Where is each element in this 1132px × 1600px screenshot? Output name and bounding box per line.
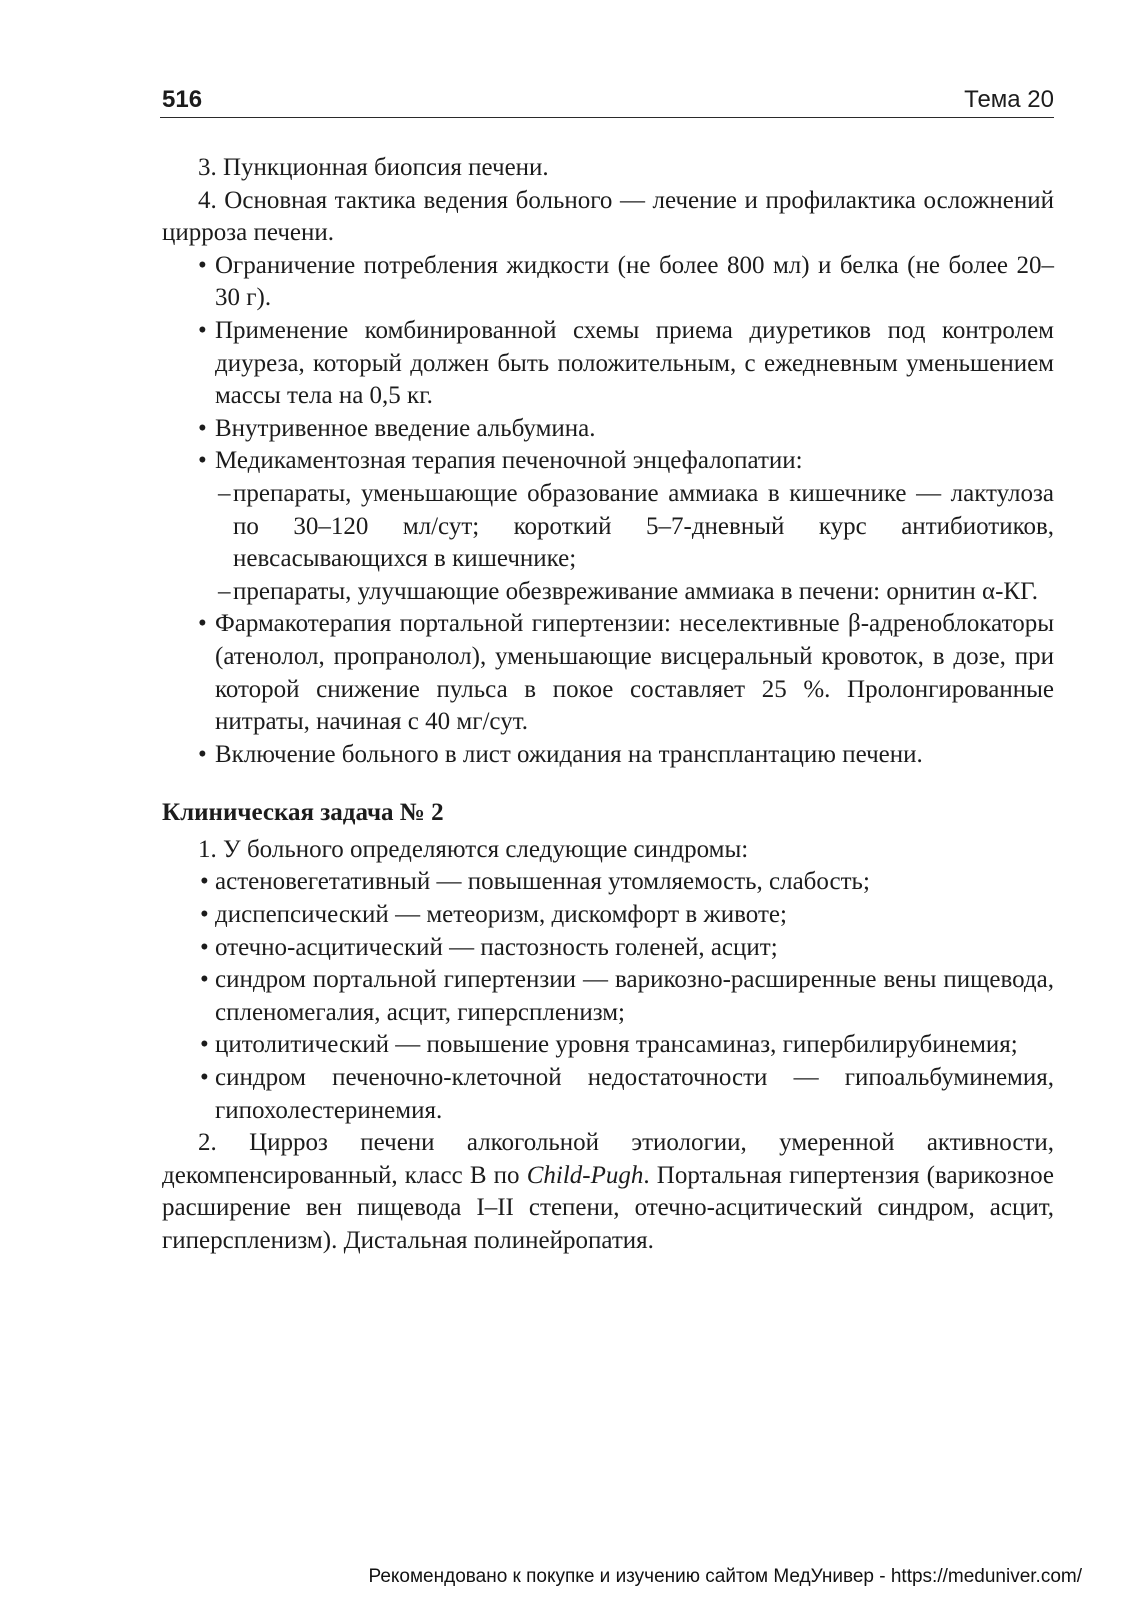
task-item-2-text: 2. Цирроз печени алкогольной этиологии, умеренной активности, декомпенсированный, класс В по [162,1129,1054,1189]
syndrome-item [162,866,1054,899]
dash-text: препараты, улучшающие обезвреживание аммиака в печени: орнитин α-КГ. [233,577,1038,605]
bullet-marker: • [198,251,207,279]
child-pugh-term: Child-Pugh [526,1161,644,1189]
bullet-marker: • [198,316,207,344]
syndrome-text: синдром портальной гипертензии — варикозно-расширенные вены пищевода, спленомегалия, асцит, гиперспленизм; [215,966,1054,1026]
syndrome-item [162,899,1054,932]
list-item-4: 4. Основная тактика ведения больного — лечение и профилактика осложнений цирроза печени. [162,186,1054,247]
dash-marker: – [218,479,231,507]
bullet-marker: • [200,966,209,994]
bullet-text: Ограничение потребления жидкости (не более 800 мл) и белка (не более 20–30 г). [215,251,1054,312]
page-body [162,152,1054,1258]
syndrome-text: цитолитический — повышение уровня трансаминаз, гипербилирубинемия; [215,1031,1018,1059]
bullet-text: Внутривенное введение альбумина. [215,414,596,442]
bullet-text: Медикаментозная терапия печеночной энцефалопатии: [215,447,803,475]
dash-item [162,478,1054,576]
bullet-item [162,315,1054,413]
syndrome-item [162,964,1054,1029]
dash-marker: – [218,577,231,605]
bullet-marker: • [200,868,209,896]
bullet-item [162,445,1054,478]
header-rule [160,117,1054,118]
bullet-item [162,250,1054,315]
bullet-text: Фармакотерапия портальной гипертензии: неселективные β-адреноблокаторы (атенолол, пропранолол), уменьшающие висцеральный кровоток, в дозе, при которой снижение пульса в покое составляет 25 %. Пролонгированные нитраты, начиная с 40 мг/сут. [215,610,1054,736]
list-item-3: 3. Пункционная биопсия печени. [198,154,549,181]
page-number: 516 [162,86,203,113]
task-item-2-text-end: . Портальная гипертензия (варикозное расширение вен пищевода I–II степени, отечно-асцитический синдром, асцит, гиперспленизм). Дистальная полинейропатия. [162,1161,1054,1254]
bullet-marker: • [198,740,207,768]
bullet-item [162,413,1054,446]
syndrome-item [162,932,1054,965]
bullet-marker: • [200,1031,209,1059]
syndrome-item [162,1062,1054,1127]
syndrome-text: астеновегетативный — повышенная утомляемость, слабость; [215,868,870,896]
syndrome-item [162,1029,1054,1062]
bullet-text: Включение больного в лист ожидания на трансплантацию печени. [215,740,923,768]
bullet-item [162,608,1054,738]
bullet-marker: • [198,414,207,442]
bullet-marker: • [200,933,209,961]
bullet-marker: • [200,901,209,929]
footer-watermark: Рекомендовано к покупке и изучению сайтом МедУнивер - https://meduniver.com/ [368,1566,1082,1587]
task-item-1: 1. У больного определяются следующие синдромы: [198,835,749,863]
dash-text: препараты, уменьшающие образование аммиака в кишечнике — лактулоза по 30–120 мл/сут; короткий 5–7-дневный курс антибиотиков, невсасывающихся в кишечнике; [233,479,1054,573]
bullet-marker: • [198,610,207,638]
syndrome-text: диспепсический — метеоризм, дискомфорт в животе; [215,901,787,929]
bullet-item [162,739,1054,772]
bullet-text: Применение комбинированной схемы приема диуретиков под контролем диуреза, который должен быть положительным, с ежедневным уменьшением массы тела на 0,5 кг. [215,316,1054,410]
syndrome-text: синдром печеночно-клеточной недостаточности — гипоальбуминемия, гипохолестеринемия. [215,1064,1054,1124]
bullet-marker: • [200,1064,209,1092]
section-heading: Клиническая задача № 2 [162,799,444,827]
bullet-marker: • [198,447,207,475]
syndrome-text: отечно-асцитический — пастозность голеней, асцит; [215,933,778,961]
running-header-topic: Тема 20 [964,86,1054,113]
dash-item [162,576,1054,609]
task-item-2 [162,1127,1054,1257]
